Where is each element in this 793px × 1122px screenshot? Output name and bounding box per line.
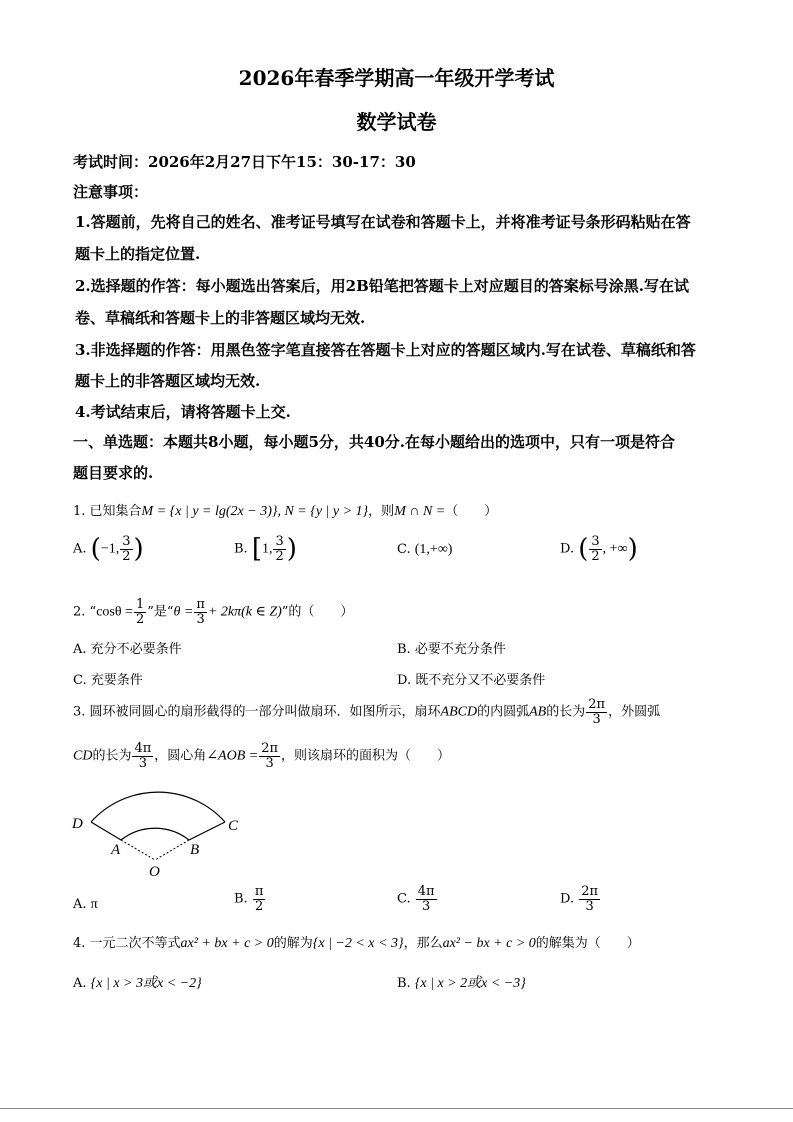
q2-option-c: C. 充要条件 (73, 673, 143, 688)
label-d: D (72, 816, 83, 832)
q2-option-d: D. 既不充分又不必要条件 (397, 673, 546, 688)
note-line: 3.非选择题的作答：用黑色签字笔直接答在答题卡上对应的答题区域内.写在试卷、草稿纸和答 (75, 341, 696, 359)
q3-b-fraction: $\frac{\pi}{2}$ (254, 884, 264, 914)
note-line: 1.答题前，先将自己的姓名、准考证号填写在试卷和答题卡上，并将准考证号条形码粘贴在答 (75, 213, 691, 231)
q1-option-a: A. (−1, $\frac{3}{2}$ ) (73, 533, 144, 564)
q3-cd: CD (73, 748, 93, 764)
question-3-stem-line2 (73, 742, 450, 770)
edge-da (91, 822, 121, 840)
q2-prefix: 2. “ (73, 604, 97, 620)
q1-d-fraction: $\frac{3}{2}$ (591, 533, 600, 564)
notes-heading: 注意事项： (73, 183, 149, 201)
q2-theta: θ = (173, 604, 194, 620)
q3-abcd: ABCD (440, 704, 478, 720)
q4-prefix: 4. 一元二次不等式 (73, 936, 181, 951)
q3-text: 的长为 (92, 748, 132, 764)
q3-ab-length: $\frac{2\pi}{3}$ (588, 697, 606, 727)
q3-text: 的长为 (546, 704, 586, 720)
q3-text: ，外圆弧 (608, 704, 661, 720)
option-label: A. (73, 976, 87, 991)
section-heading-cont: 题目要求的. (73, 464, 154, 482)
radius-ao (121, 840, 155, 860)
q4-inequality: ax² + bx + c > 0 (180, 936, 274, 951)
label-a: A (111, 842, 121, 858)
option-label: B. (234, 541, 248, 557)
q4-option-b (397, 972, 526, 992)
note-line: 2.选择题的作答：每小题选出答案后，用2B铅笔把答题卡上对应题目的答案标号涂黑.写在试 (75, 277, 690, 295)
q3-option-d (560, 885, 601, 913)
option-label: D. (560, 541, 575, 557)
q3-text: ，则该扇环的面积为（ ） (281, 748, 451, 764)
q3-option-a (73, 897, 98, 913)
q1-a-left: −1, (100, 541, 120, 557)
q2-suffix: ”的（ ） (281, 604, 354, 620)
label-o: O (149, 864, 160, 880)
q3-text: 3. 圆环被同圆心的扇形截得的一部分叫做扇环．如图所示，扇环 (73, 704, 441, 720)
q1-a-fraction: $\frac{3}{2}$ (122, 533, 131, 564)
q1-c-value: (1,+∞) (414, 542, 453, 557)
q3-text: 的内圆弧 (477, 704, 530, 720)
q3-angle: ∠AOB = (206, 748, 259, 764)
label-c: C (228, 818, 239, 834)
question-4-stem (73, 932, 640, 952)
q1-expr: M ∩ N = (394, 504, 446, 519)
q1-blank: （ ） (445, 504, 498, 519)
question-1-stem (73, 500, 497, 520)
radius-bo (155, 840, 189, 860)
q3-cd-length: $\frac{4\pi}{3}$ (134, 741, 152, 771)
q1-prefix: 1. 已知集合 (73, 504, 142, 519)
sector-ring-figure (68, 772, 258, 882)
q3-c-fraction: $\frac{4\pi}{3}$ (417, 884, 435, 914)
q2-pi-fraction: $\frac{\pi}{3}$ (196, 597, 205, 627)
q1-sets: M = {x | y = lg(2x − 3)}, N = {y | y > 1} (141, 504, 369, 519)
q4-tail: 的解集为（ ） (535, 936, 640, 951)
q4-inequality-2: ax² − bx + c > 0 (442, 936, 536, 951)
q2-option-a: A. 充分不必要条件 (73, 642, 182, 657)
q2-option-b: B. 必要不充分条件 (397, 642, 506, 657)
note-line: 卷、草稿纸和答题卡上的非答题区域均无效. (75, 309, 366, 327)
section-heading: 一、单选题：本题共8小题，每小题5分，共40分.在每小题给出的选项中，只有一项是符合 (73, 433, 675, 451)
q3-a-value: π (90, 897, 98, 912)
q1-b-left: 1, (261, 541, 273, 557)
option-label: A. (73, 541, 87, 557)
label-b: B (190, 842, 200, 858)
q1-option-d: D. ( $\frac{3}{2}$ , +∞) (560, 533, 638, 564)
q4-a-set: {x | x > 3或x < −2} (90, 976, 202, 991)
option-label: B. (397, 976, 411, 991)
option-label: D. (560, 891, 575, 907)
note-line: 4.考试结束后，请将答题卡上交. (75, 403, 291, 421)
q1-b-fraction: $\frac{3}{2}$ (275, 533, 284, 564)
edge-cb (189, 822, 225, 840)
q4-option-a (73, 972, 202, 992)
q3-option-c (397, 885, 438, 913)
q1-d-right: , +∞ (602, 541, 628, 557)
outer-arc-cd (91, 792, 225, 822)
q1-option-c (397, 542, 452, 558)
exam-subtitle: 数学试卷 (356, 110, 437, 134)
q1-then: ，则 (368, 504, 395, 519)
q4-then: ，那么 (403, 936, 443, 951)
note-line: 题卡上的非答题区域均无效. (75, 372, 261, 390)
note-line: 题卡上的指定位置. (75, 245, 201, 263)
q2-mid: ”是“ (147, 604, 174, 620)
q2-rest: + 2kπ(k ∈ Z) (207, 604, 282, 620)
q4-solution: {x | −2 < x < 3} (312, 936, 404, 951)
q2-fraction: $\frac{1}{2}$ (135, 597, 145, 627)
q3-option-b (234, 885, 266, 913)
option-label: A. (73, 897, 87, 912)
q2-lhs: cosθ = (96, 604, 133, 620)
option-label: C. (397, 891, 411, 907)
option-label: C. (397, 542, 411, 557)
q3-ab: AB (529, 704, 547, 720)
page-bottom-rule (0, 1108, 793, 1109)
question-3-stem-line1 (73, 698, 660, 726)
option-label: B. (234, 891, 248, 907)
q4-sol-label: 的解为 (273, 936, 313, 951)
question-2-stem (73, 598, 353, 626)
q1-option-b: B. [1, $\frac{3}{2}$ ) (234, 533, 297, 564)
inner-arc-ab (121, 828, 189, 840)
q3-angle-value: $\frac{2\pi}{3}$ (261, 741, 279, 771)
exam-time: 考试时间：2026年2月27日下午15：30-17：30 (73, 153, 416, 171)
q4-b-set: {x | x > 2或x < −3} (414, 976, 526, 991)
exam-title: 2026年春季学期高一年级开学考试 (238, 66, 555, 90)
q3-text: ，圆心角 (154, 748, 207, 764)
q3-d-fraction: $\frac{2\pi}{3}$ (581, 884, 599, 914)
